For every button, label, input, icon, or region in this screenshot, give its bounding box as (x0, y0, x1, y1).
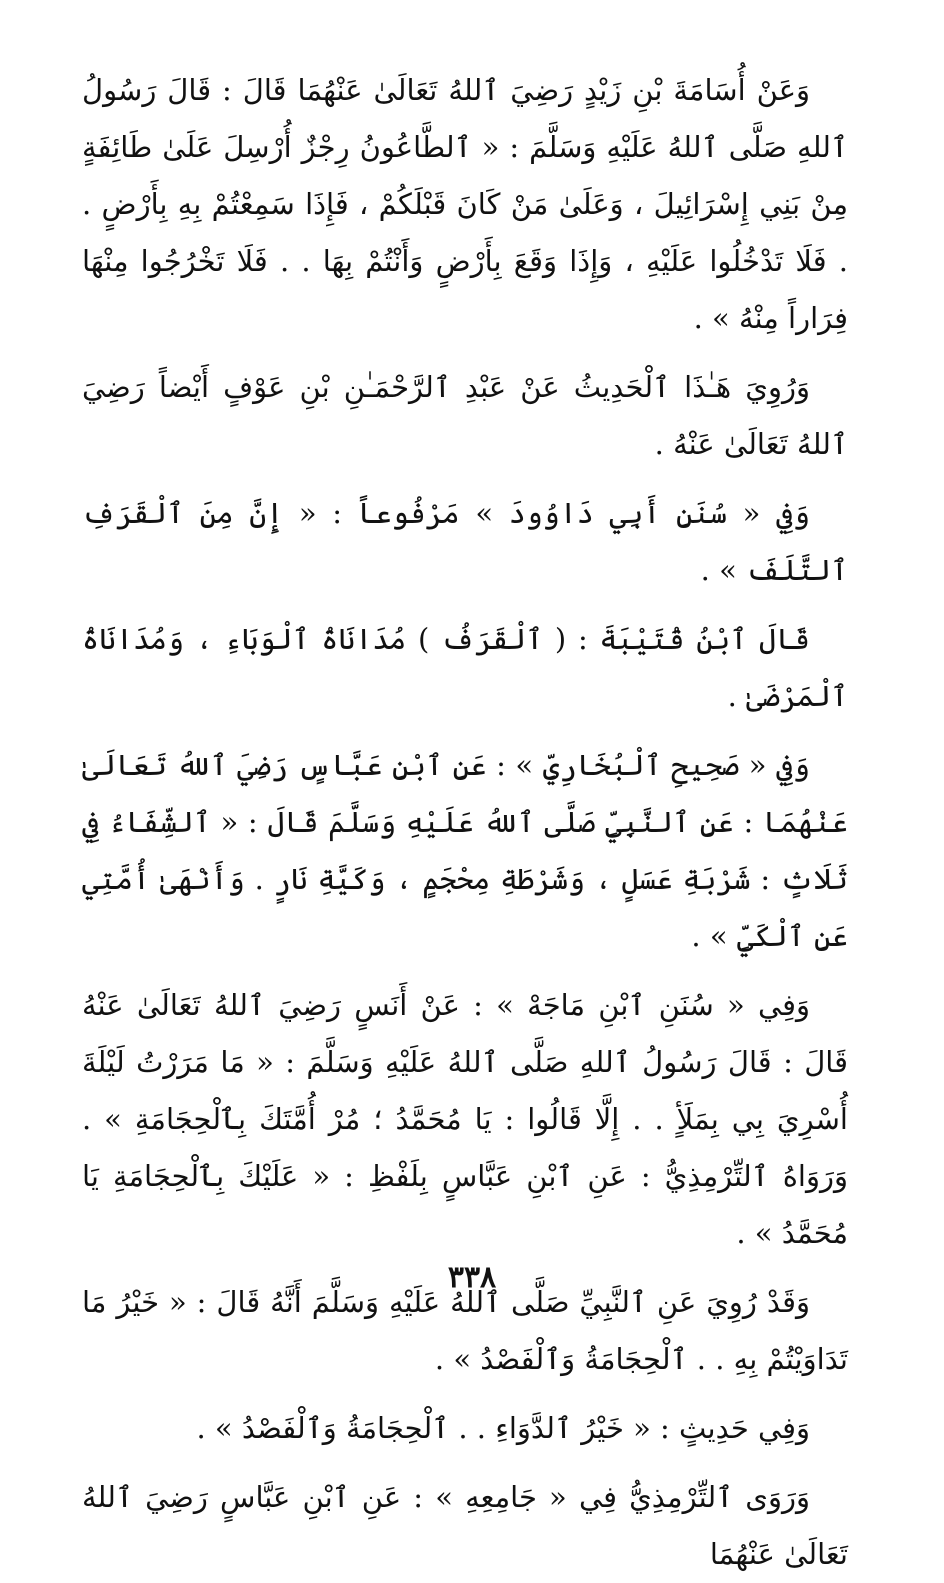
paragraph-ibn-majah: وَفِي « سُنَنِ ٱبْنِ مَاجَهْ » : عَنْ أَنَسٍ رَضِيَ ٱللهُ تَعَالَىٰ عَنْهُ قَالَ : قَالَ رَسُولُ ٱللهِ صَلَّى ٱللهُ عَلَيْهِ وَسَلَّمَ : « مَا مَرَرْتُ لَيْلَةَ أُسْرِيَ بِي بِمَلَأٍ . . إِلَّا قَالُوا : يَا مُحَمَّدُ ؛ مُرْ أُمَّتَكَ بِٱلْحِجَامَةِ » . وَرَوَاهُ ٱلتِّرْمِذِيُّ : عَنِ ٱبْنِ عَبَّاسٍ بِلَفْظِ : « عَلَيْكَ بِٱلْحِجَامَةِ يَا مُحَمَّدُ » . (82, 988, 848, 1250)
paragraph-tirmidhi: وَرَوَى ٱلتِّرْمِذِيُّ فِي « جَامِعِهِ » : عَنِ ٱبْنِ عَبَّاسٍ رَضِيَ ٱللهُ تَعَالَىٰ عَنْهُمَا (82, 1480, 848, 1571)
paragraph-abu-dawud: وَفِي « سُنَنِ أَبِي دَاوُودَ » مَرْفُوعاً : « إِنَّ مِنَ ٱلْقَرَفِ ٱلتَّلَفَ » . (82, 496, 848, 587)
paragraph-bukhari: وَفِي « صَحِيحِ ٱلْبُخَارِيِّ » : عَنِ ٱبْنِ عَبَّاسٍ رَضِيَ ٱللهُ تَعَالَىٰ عَنْهُمَا : عَنِ ٱلنَّبِيِّ صَلَّى ٱللهُ عَلَيْهِ وَسَلَّمَ قَالَ : « ٱلشِّفَاءُ فِي ثَلَاثٍ : شَرْبَةِ عَسَلٍ ، وَشَرْطَةِ مِحْجَمٍ ، وَكَيَّةِ نَارٍ . وَأَنْهَىٰ أُمَّتِي عَنِ ٱلْكَيِّ » . (82, 748, 848, 953)
paragraph-best-remedy: وَقَدْ رُوِيَ عَنِ ٱلنَّبِيِّ صَلَّى ٱللهُ عَلَيْهِ وَسَلَّمَ أَنَّهُ قَالَ : « خَيْرُ مَا تَدَاوَيْتُمْ بِهِ . . ٱلْحِجَامَةُ وَٱلْفَصْدُ » . (82, 1285, 848, 1376)
paragraph-hadith-remedy: وَفِي حَدِيثٍ : « خَيْرُ ٱلدَّوَاءِ . . ٱلْحِجَامَةُ وَٱلْفَصْدُ » . (196, 1411, 810, 1445)
paragraph-usama-hadith: وَعَنْ أُسَامَةَ بْنِ زَيْدٍ رَضِيَ ٱللهُ تَعَالَىٰ عَنْهُمَا قَالَ : قَالَ رَسُولُ ٱللهِ صَلَّى ٱللهُ عَلَيْهِ وَسَلَّمَ : « ٱلطَّاعُونُ رِجْزٌ أُرْسِلَ عَلَىٰ طَائِفَةٍ مِنْ بَنِي إِسْرَائِيلَ ، وَعَلَىٰ مَنْ كَانَ قَبْلَكُمْ ، فَإِذَا سَمِعْتُمْ بِهِ بِأَرْضٍ . . فَلَا تَدْخُلُوا عَلَيْهِ ، وَإِذَا وَقَعَ بِأَرْضٍ وَأَنْتُمْ بِهَا . . فَلَا تَخْرُجُوا مِنْهَا فِرَاراً مِنْهُ » . (82, 73, 848, 335)
page-number: ٣٣٨ (447, 1260, 497, 1295)
paragraph-ibn-qutayba: قَالَ ٱبْنُ قُتَيْبَةَ : ( ٱلْقَرَفُ ) مُدَانَاةُ ٱلْوَبَاءِ ، وَمُدَانَاةُ ٱلْمَرْضَىٰ . (82, 622, 848, 713)
paragraph-abdurrahman-narration: وَرُوِيَ هَـٰذَا ٱلْحَدِيثُ عَنْ عَبْدِ ٱلرَّحْمَـٰنِ بْنِ عَوْفٍ أَيْضاً رَضِيَ ٱللهُ تَعَالَىٰ عَنْهُ . (82, 370, 848, 461)
